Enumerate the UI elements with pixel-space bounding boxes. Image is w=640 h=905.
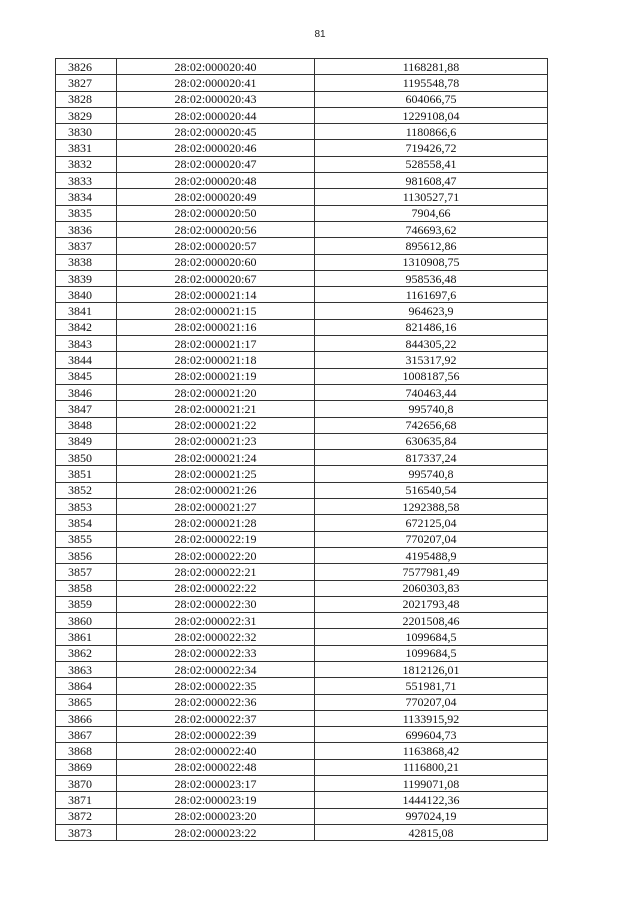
cadastral-number-cell: 28:02:000020:43: [117, 91, 315, 107]
cadastral-value-cell: 746693,62: [315, 221, 548, 237]
table-row: [56, 401, 548, 417]
cadastral-value-cell: 1444122,36: [315, 792, 548, 808]
table-body: [56, 59, 548, 841]
row-number-cell: 3870: [56, 776, 117, 792]
cadastral-number-cell: 28:02:000020:67: [117, 270, 315, 286]
cadastral-value-cell: 770207,04: [315, 694, 548, 710]
table-row: [56, 727, 548, 743]
cadastral-number-cell: 28:02:000021:15: [117, 303, 315, 319]
cadastral-value-cell: 1310908,75: [315, 254, 548, 270]
cadastral-value-cell: 1812126,01: [315, 661, 548, 677]
cadastral-value-cell: 1133915,92: [315, 710, 548, 726]
page-number: 81: [314, 29, 326, 40]
cadastral-number-cell: 28:02:000022:39: [117, 727, 315, 743]
table-row: [56, 694, 548, 710]
row-number-cell: 3836: [56, 221, 117, 237]
row-number-cell: 3860: [56, 613, 117, 629]
table-row: [56, 580, 548, 596]
row-number-cell: 3864: [56, 678, 117, 694]
cadastral-number-cell: 28:02:000020:57: [117, 238, 315, 254]
row-number-cell: 3863: [56, 661, 117, 677]
table-row: [56, 173, 548, 189]
cadastral-value-cell: 4195488,9: [315, 547, 548, 563]
cadastral-value-cell: 1099684,5: [315, 645, 548, 661]
table-row: [56, 319, 548, 335]
table-row: [56, 466, 548, 482]
table-row: [56, 352, 548, 368]
table-row: [56, 75, 548, 91]
cadastral-value-cell: 821486,16: [315, 319, 548, 335]
table-row: [56, 792, 548, 808]
row-number-cell: 3840: [56, 287, 117, 303]
row-number-cell: 3849: [56, 433, 117, 449]
cadastral-number-cell: 28:02:000021:25: [117, 466, 315, 482]
row-number-cell: 3854: [56, 515, 117, 531]
cadastral-number-cell: 28:02:000022:19: [117, 531, 315, 547]
cadastral-number-cell: 28:02:000022:36: [117, 694, 315, 710]
cadastral-value-cell: 844305,22: [315, 336, 548, 352]
row-number-cell: 3841: [56, 303, 117, 319]
row-number-cell: 3837: [56, 238, 117, 254]
cadastral-number-cell: 28:02:000020:45: [117, 124, 315, 140]
cadastral-number-cell: 28:02:000021:24: [117, 450, 315, 466]
cadastral-number-cell: 28:02:000022:30: [117, 596, 315, 612]
row-number-cell: 3867: [56, 727, 117, 743]
cadastral-number-cell: 28:02:000020:40: [117, 59, 315, 75]
cadastral-value-cell: 7904,66: [315, 205, 548, 221]
table-row: [56, 205, 548, 221]
cadastral-number-cell: 28:02:000022:37: [117, 710, 315, 726]
cadastral-value-cell: 699604,73: [315, 727, 548, 743]
row-number-cell: 3871: [56, 792, 117, 808]
cadastral-value-cell: 630635,84: [315, 433, 548, 449]
row-number-cell: 3838: [56, 254, 117, 270]
cadastral-value-cell: 2060303,83: [315, 580, 548, 596]
cadastral-number-cell: 28:02:000021:28: [117, 515, 315, 531]
table-row: [56, 368, 548, 384]
cadastral-value-cell: 1099684,5: [315, 629, 548, 645]
cadastral-number-cell: 28:02:000023:20: [117, 808, 315, 824]
cadastral-value-cell: 964623,9: [315, 303, 548, 319]
row-number-cell: 3862: [56, 645, 117, 661]
table-row: [56, 629, 548, 645]
table-row: [56, 776, 548, 792]
table-row: [56, 450, 548, 466]
cadastral-value-cell: 2201508,46: [315, 613, 548, 629]
table-row: [56, 515, 548, 531]
cadastral-value-cell: 770207,04: [315, 531, 548, 547]
cadastral-value-cell: 742656,68: [315, 417, 548, 433]
cadastral-value-cell: 817337,24: [315, 450, 548, 466]
row-number-cell: 3851: [56, 466, 117, 482]
table-row: [56, 547, 548, 563]
cadastral-value-cell: 42815,08: [315, 824, 548, 840]
cadastral-value-cell: 1161697,6: [315, 287, 548, 303]
cadastral-number-cell: 28:02:000022:34: [117, 661, 315, 677]
cadastral-value-cell: 997024,19: [315, 808, 548, 824]
cadastral-value-cell: 1180866,6: [315, 124, 548, 140]
row-number-cell: 3872: [56, 808, 117, 824]
table-row: [56, 140, 548, 156]
cadastral-value-cell: 1229108,04: [315, 107, 548, 123]
cadastral-value-cell: 719426,72: [315, 140, 548, 156]
table-row: [56, 596, 548, 612]
table-row: [56, 824, 548, 840]
table-row: [56, 221, 548, 237]
cadastral-number-cell: 28:02:000020:46: [117, 140, 315, 156]
cadastral-number-cell: 28:02:000021:17: [117, 336, 315, 352]
cadastral-number-cell: 28:02:000022:33: [117, 645, 315, 661]
row-number-cell: 3835: [56, 205, 117, 221]
cadastral-number-cell: 28:02:000022:40: [117, 743, 315, 759]
cadastral-value-cell: 528558,41: [315, 156, 548, 172]
cadastral-value-cell: 958536,48: [315, 270, 548, 286]
table-row: [56, 287, 548, 303]
cadastral-value-cell: 1130527,71: [315, 189, 548, 205]
cadastral-value-cell: 1008187,56: [315, 368, 548, 384]
cadastral-number-cell: 28:02:000022:32: [117, 629, 315, 645]
cadastral-value-cell: 315317,92: [315, 352, 548, 368]
row-number-cell: 3843: [56, 336, 117, 352]
table-row: [56, 91, 548, 107]
row-number-cell: 3859: [56, 596, 117, 612]
row-number-cell: 3848: [56, 417, 117, 433]
table-row: [56, 124, 548, 140]
table-row: [56, 156, 548, 172]
cadastral-number-cell: 28:02:000021:27: [117, 499, 315, 515]
table-row: [56, 499, 548, 515]
cadastral-number-cell: 28:02:000020:41: [117, 75, 315, 91]
table-row: [56, 433, 548, 449]
row-number-cell: 3846: [56, 384, 117, 400]
cadastral-number-cell: 28:02:000021:26: [117, 482, 315, 498]
row-number-cell: 3830: [56, 124, 117, 140]
row-number-cell: 3831: [56, 140, 117, 156]
cadastral-number-cell: 28:02:000020:50: [117, 205, 315, 221]
row-number-cell: 3850: [56, 450, 117, 466]
table-row: [56, 531, 548, 547]
cadastral-value-cell: 1199071,08: [315, 776, 548, 792]
cadastral-number-cell: 28:02:000023:17: [117, 776, 315, 792]
cadastral-number-cell: 28:02:000021:21: [117, 401, 315, 417]
table-row: [56, 254, 548, 270]
cadastral-number-cell: 28:02:000021:20: [117, 384, 315, 400]
cadastral-value-cell: 672125,04: [315, 515, 548, 531]
table-row: [56, 613, 548, 629]
cadastral-number-cell: 28:02:000022:20: [117, 547, 315, 563]
table-row: [56, 417, 548, 433]
row-number-cell: 3842: [56, 319, 117, 335]
row-number-cell: 3869: [56, 759, 117, 775]
row-number-cell: 3834: [56, 189, 117, 205]
table-row: [56, 678, 548, 694]
table-row: [56, 270, 548, 286]
row-number-cell: 3866: [56, 710, 117, 726]
table-row: [56, 743, 548, 759]
cadastral-number-cell: 28:02:000020:47: [117, 156, 315, 172]
row-number-cell: 3861: [56, 629, 117, 645]
cadastral-value-cell: 1168281,88: [315, 59, 548, 75]
cadastral-value-cell: 740463,44: [315, 384, 548, 400]
table-row: [56, 303, 548, 319]
row-number-cell: 3852: [56, 482, 117, 498]
cadastral-number-cell: 28:02:000020:49: [117, 189, 315, 205]
table-row: [56, 336, 548, 352]
cadastral-value-cell: 604066,75: [315, 91, 548, 107]
cadastral-value-cell: 1195548,78: [315, 75, 548, 91]
cadastral-value-cell: 981608,47: [315, 173, 548, 189]
cadastral-number-cell: 28:02:000021:23: [117, 433, 315, 449]
cadastral-values-table: [55, 58, 548, 841]
cadastral-value-cell: 995740,8: [315, 401, 548, 417]
cadastral-number-cell: 28:02:000023:19: [117, 792, 315, 808]
cadastral-number-cell: 28:02:000020:56: [117, 221, 315, 237]
row-number-cell: 3832: [56, 156, 117, 172]
table-row: [56, 710, 548, 726]
row-number-cell: 3853: [56, 499, 117, 515]
table-row: [56, 482, 548, 498]
table-row: [56, 238, 548, 254]
cadastral-number-cell: 28:02:000022:35: [117, 678, 315, 694]
row-number-cell: 3826: [56, 59, 117, 75]
table-row: [56, 384, 548, 400]
row-number-cell: 3847: [56, 401, 117, 417]
row-number-cell: 3845: [56, 368, 117, 384]
cadastral-number-cell: 28:02:000021:18: [117, 352, 315, 368]
table-row: [56, 564, 548, 580]
row-number-cell: 3833: [56, 173, 117, 189]
cadastral-number-cell: 28:02:000023:22: [117, 824, 315, 840]
cadastral-number-cell: 28:02:000020:60: [117, 254, 315, 270]
cadastral-number-cell: 28:02:000021:22: [117, 417, 315, 433]
cadastral-value-cell: 516540,54: [315, 482, 548, 498]
cadastral-number-cell: 28:02:000020:48: [117, 173, 315, 189]
table-row: [56, 759, 548, 775]
cadastral-value-cell: 895612,86: [315, 238, 548, 254]
cadastral-value-cell: 1116800,21: [315, 759, 548, 775]
row-number-cell: 3873: [56, 824, 117, 840]
cadastral-number-cell: 28:02:000021:14: [117, 287, 315, 303]
cadastral-number-cell: 28:02:000022:22: [117, 580, 315, 596]
table-row: [56, 107, 548, 123]
cadastral-value-cell: 551981,71: [315, 678, 548, 694]
table-row: [56, 645, 548, 661]
cadastral-number-cell: 28:02:000020:44: [117, 107, 315, 123]
row-number-cell: 3856: [56, 547, 117, 563]
row-number-cell: 3827: [56, 75, 117, 91]
cadastral-number-cell: 28:02:000022:31: [117, 613, 315, 629]
cadastral-number-cell: 28:02:000022:21: [117, 564, 315, 580]
cadastral-number-cell: 28:02:000022:48: [117, 759, 315, 775]
row-number-cell: 3857: [56, 564, 117, 580]
row-number-cell: 3829: [56, 107, 117, 123]
cadastral-number-cell: 28:02:000021:19: [117, 368, 315, 384]
row-number-cell: 3858: [56, 580, 117, 596]
cadastral-value-cell: 1163868,42: [315, 743, 548, 759]
cadastral-number-cell: 28:02:000021:16: [117, 319, 315, 335]
table-row: [56, 189, 548, 205]
table-row: [56, 808, 548, 824]
cadastral-value-cell: 1292388,58: [315, 499, 548, 515]
row-number-cell: 3865: [56, 694, 117, 710]
table-row: [56, 661, 548, 677]
row-number-cell: 3839: [56, 270, 117, 286]
row-number-cell: 3855: [56, 531, 117, 547]
cadastral-value-cell: 2021793,48: [315, 596, 548, 612]
cadastral-value-cell: 7577981,49: [315, 564, 548, 580]
row-number-cell: 3828: [56, 91, 117, 107]
row-number-cell: 3868: [56, 743, 117, 759]
table-row: [56, 59, 548, 75]
cadastral-value-cell: 995740,8: [315, 466, 548, 482]
row-number-cell: 3844: [56, 352, 117, 368]
